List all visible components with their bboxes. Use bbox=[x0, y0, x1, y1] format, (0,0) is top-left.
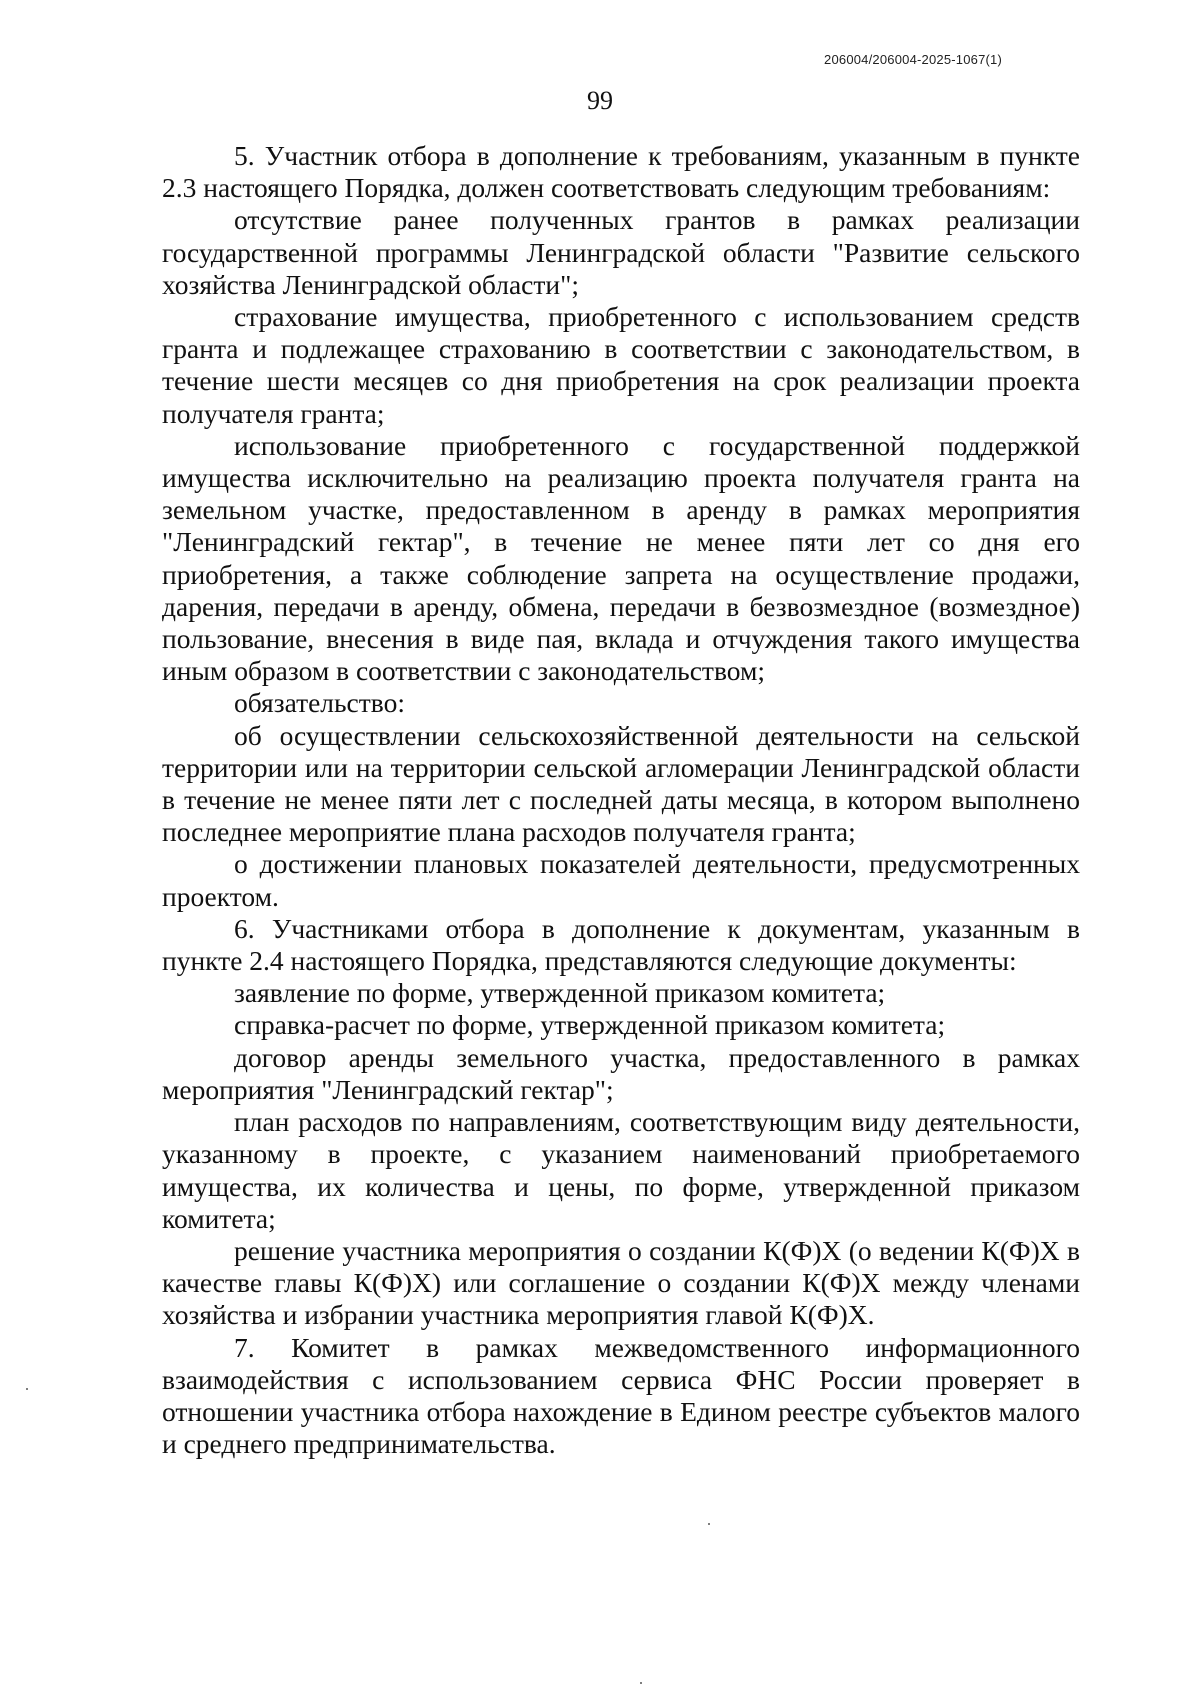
paragraph-expense-plan: план расходов по направлениям, соответствующим виду деятельности, указанному в проекте, с указанием наименований приобретаемого имущества, их количества и цены, по форме, утвержденной приказом комитета; bbox=[162, 1106, 1080, 1234]
paragraph-application-form: заявление по форме, утвержденной приказом комитета; bbox=[234, 977, 886, 1009]
paragraph-calculation-form: справка-расчет по форме, утвержденной приказом комитета; bbox=[234, 1009, 946, 1041]
scan-speck bbox=[640, 1682, 642, 1684]
paragraph-kfh-decision: решение участника мероприятия о создании К(Ф)Х (о ведении К(Ф)Х в качестве главы К(Ф)Х) или соглашение о создании К(Ф)Х между членами хозяйства и избрании участника мероприятия главой К(Ф)Х. bbox=[162, 1234, 1080, 1331]
paragraph-lease-agreement: договор аренды земельного участка, предоставленного в рамках мероприятия "Ленинградский гектар"; bbox=[162, 1041, 1080, 1105]
paragraph-obligation: обязательство: bbox=[234, 687, 405, 719]
paragraph-item-6: 6. Участниками отбора в дополнение к документам, указанным в пункте 2.4 настоящего Порядка, представляются следующие документы: bbox=[162, 912, 1080, 977]
paragraph-agricultural-activity: об осуществлении сельскохозяйственной деятельности на сельской территории или на территории сельской агломерации Ленинградской области в течение не менее пяти лет с последней даты месяца, в котором выполнено последнее мероприятие плана расходов получателя гранта; bbox=[162, 719, 1080, 848]
paragraph-planned-indicators: о достижении плановых показателей деятельности, предусмотренных проектом. bbox=[162, 848, 1080, 912]
document-body bbox=[162, 140, 1080, 1460]
paragraph-no-previous-grants: отсутствие ранее полученных грантов в рамках реализации государственной программы Ленинградской области "Развитие сельского хозяйства Ленинградской области"; bbox=[162, 204, 1080, 300]
scan-speck bbox=[26, 1388, 28, 1390]
paragraph-item-5: 5. Участник отбора в дополнение к требованиям, указанным в пункте 2.3 настоящего Порядка, должен соответствовать следующим требованиям: bbox=[162, 140, 1080, 204]
scan-speck bbox=[708, 1523, 710, 1525]
page-number: 99 bbox=[587, 86, 613, 115]
document-id: 206004/206004-2025-1067(1) bbox=[824, 52, 1002, 67]
paragraph-property-use: использование приобретенного с государственной поддержкой имущества исключительно на реализацию проекта получателя гранта на земельном участке, предоставленном в аренду в рамках мероприятия "Ленинградский гектар", в течение не менее пяти лет со дня его приобретения, а также соблюдение запрета на осуществление продажи, дарения, передачи в аренду, обмена, передачи в безвозмездное (возмездное) пользование, внесения в виде пая, вклада и отчуждения такого имущества иным образом в соответствии с законодательством; bbox=[162, 429, 1080, 687]
paragraph-property-insurance: страхование имущества, приобретенного с использованием средств гранта и подлежащее страхованию в соответствии с законодательством, в течение шести месяцев со дня приобретения на срок реализации проекта получателя гранта; bbox=[162, 301, 1080, 429]
paragraph-item-7: 7. Комитет в рамках межведомственного информационного взаимодействия с использованием сервиса ФНС России проверяет в отношении участника отбора нахождение в Едином реестре субъектов малого и среднего предпринимательства. bbox=[162, 1331, 1080, 1460]
